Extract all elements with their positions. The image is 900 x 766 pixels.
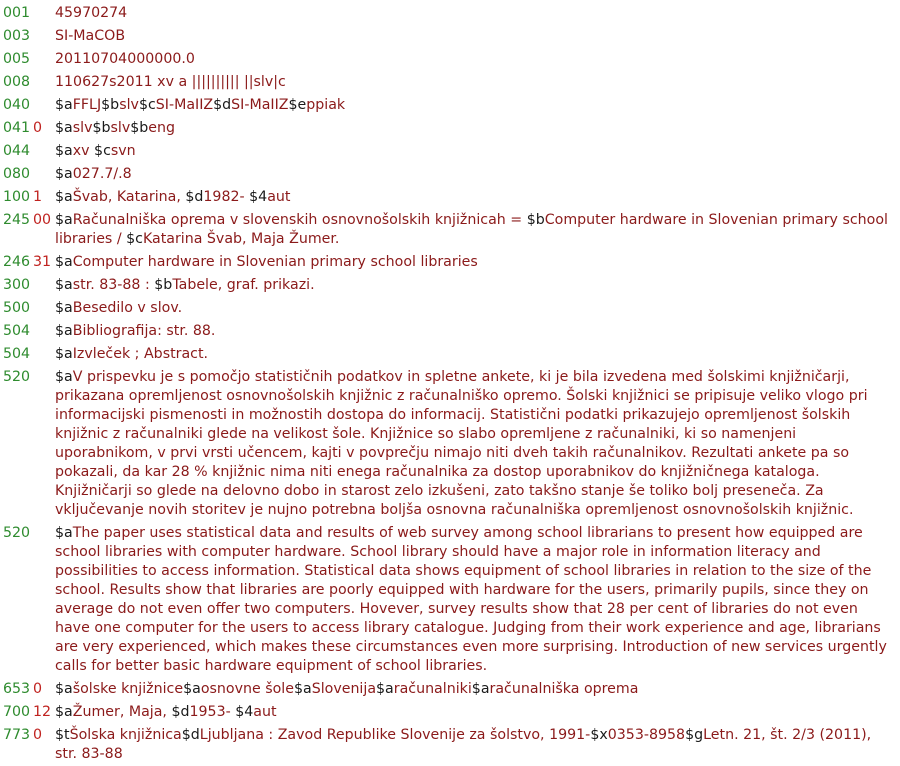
subfield-text: računalniki [393,681,472,697]
subfield-code: $a [55,166,73,182]
subfield-code: $a [55,143,73,159]
subfield-code: $t [55,727,70,743]
subfield-code: $a [55,254,73,270]
field-tag: 001 [3,5,31,21]
subfield-text: 45970274 [55,5,128,21]
subfield-code: $b [101,97,120,113]
subfield-code: $a [55,97,73,113]
subfield-text: V prispevku je s pomočjo statističnih podatkov in spletne ankete, ki je bila izvedena med šolskimi knjižničarji, prikazana opremljenost osnovnošolskih knjižnic z računalniško opremo. Šolski knjižnici se pripisuje veliko vlogo pri informacijski pismenosti in možnostih dostopa do informacij. Statistični podatki prikazujejo opremljenost šolskih knjižnic z računalniki glede na velikost šole. Knjižnice so slabo opremljene z računalniki, ki so namenjeni uporabnikom, v prvi vrsti učencem, kajti v povprečju nimajo niti dveh takih računalnikov. Rezultati ankete pa so pokazali, da kar 28 % knjižnic nima niti enega računalnika za dostop uporabnikov do knjižničnega kataloga. Knjižničarji so glede na delovno dobo in starost zelo izkušeni, zato takšno stanje še toliko bolj preseneča. Za vključevanje novih storitev je nujno potrebna boljša osnovna računalniška opremljenost osnovnošolskih knjižnic. [55,369,868,518]
subfield-code: $g [685,727,704,743]
subfield-text: 20110704000000.0 [55,51,195,67]
subfield-text: SI-MaCOB [55,28,126,44]
subfield-text: eng [148,120,176,136]
subfield-text: osnovne šole [200,681,294,697]
subfield-text: svn [110,143,136,159]
subfield-code: $b [526,212,545,228]
marc-field-041 [3,119,900,138]
subfield-code: $c [94,143,111,159]
field-indicators: 0 [33,681,43,697]
field-tag: 504 [3,323,31,339]
marc-field-245 [3,211,900,249]
marc-field-246 [3,253,900,272]
field-content [55,680,897,699]
field-content [55,253,897,272]
marc-field-005 [3,50,900,69]
subfield-text: 027.7/.8 [72,166,132,182]
marc-field-003 [3,27,900,46]
field-tag: 041 [3,120,31,136]
field-content [55,188,897,207]
marc-field-773 [3,726,900,764]
subfield-code: $d [171,704,190,720]
subfield-code: $a [55,681,73,697]
field-indicators: 1 [33,189,43,205]
field-content [55,345,897,364]
field-tag: 080 [3,166,31,182]
subfield-text: aut [267,189,291,205]
subfield-text: slv [110,120,131,136]
field-content [55,142,897,161]
field-content [55,96,897,115]
field-content [55,211,897,249]
subfield-text: Bibliografija: str. 88. [72,323,216,339]
subfield-code: $a [55,189,73,205]
subfield-code: $c [138,97,156,113]
subfield-text: SI-MaIIZ [231,97,289,113]
subfield-code: $a [55,120,73,136]
subfield-code: $a [55,300,73,316]
subfield-code: $b [154,277,173,293]
field-content [55,703,897,722]
subfield-text: 1953- [189,704,236,720]
subfield-text: slv [119,97,139,113]
subfield-code: $a [55,525,73,541]
marc-field-520 [3,524,900,676]
field-content [55,726,897,764]
subfield-text: Slovenija [311,681,377,697]
field-tag: 504 [3,346,31,362]
subfield-text: aut [253,704,277,720]
field-content [55,165,897,184]
subfield-text: Tabele, graf. prikazi. [172,277,315,293]
subfield-code: $b [92,120,111,136]
field-tag: 700 [3,704,31,720]
marc-field-500 [3,299,900,318]
field-content [55,50,897,69]
subfield-code: $c [126,231,143,247]
subfield-code: $b [130,120,149,136]
subfield-text: FFLJ [72,97,102,113]
subfield-code: $d [185,189,204,205]
field-content [55,322,897,341]
field-content [55,524,897,676]
subfield-code: $d [213,97,232,113]
subfield-text: slv [72,120,93,136]
subfield-text: Žumer, Maja, [72,704,172,720]
field-content [55,4,897,23]
subfield-code: $d [181,727,200,743]
field-tag: 044 [3,143,31,159]
marc-field-520 [3,368,900,520]
field-content [55,119,897,138]
marc-field-300 [3,276,900,295]
subfield-text: Izvleček ; Abstract. [72,346,209,362]
marc-field-080 [3,165,900,184]
field-tag: 520 [3,369,31,385]
subfield-text: str. 83-88 : [72,277,155,293]
subfield-text: The paper uses statistical data and results of web survey among school librarians to present how equipped are school libraries with computer hardware. School library should have a major role in information literacy and possibilities to access information. Statistical data shows equipment of school libraries in relation to the size of the school. Results show that libraries are poorly equipped with hardware for the users, primarily pupils, since they on average do not even offer two computers. Hovever, survey results show that 28 per cent of libraries do not even have one computer for the users to access library catalogue. Judging from their work experience and age, librarians are very experienced, which makes these circumstances even more surprising. Introduction of new services urgently calls for better basic hardware equipment of school libraries. [55,525,887,674]
subfield-code: $a [376,681,394,697]
subfield-code: $a [55,323,73,339]
field-indicators: 0 [33,120,43,136]
subfield-text: Ljubljana : Zavod Republike Slovenije za šolstvo, 1991- [199,727,591,743]
subfield-text: Katarina Švab, Maja Žumer. [142,231,340,247]
subfield-text: računalniška oprema [489,681,639,697]
field-indicators: 00 [33,212,52,228]
subfield-text: šolske knjižnice [72,681,184,697]
field-tag: 245 [3,212,31,228]
subfield-code: $4 [235,704,254,720]
field-content [55,276,897,295]
subfield-code: $a [55,277,73,293]
subfield-code: $a [55,704,73,720]
field-tag: 003 [3,28,31,44]
field-content [55,73,897,92]
subfield-code: $4 [249,189,268,205]
subfield-code: $a [471,681,490,697]
field-content [55,299,897,318]
marc-field-653 [3,680,900,699]
subfield-code: $e [288,97,307,113]
field-indicators: 12 [33,704,52,720]
marc-field-040 [3,96,900,115]
subfield-text: Besedilo v slov. [72,300,183,316]
subfield-text: 0353-8958 [607,727,686,743]
subfield-text: Letn. 21, št. 2/3 (2011), str. 83-88 [55,727,872,762]
field-tag: 100 [3,189,31,205]
field-tag: 653 [3,681,31,697]
field-tag: 500 [3,300,31,316]
subfield-text: 1982- [203,189,250,205]
field-content [55,27,897,46]
subfield-text: xv [72,143,95,159]
marc-field-008 [3,73,900,92]
subfield-code: $a [293,681,312,697]
field-content [55,368,897,520]
marc-field-504 [3,345,900,364]
subfield-text: SI-MaIIZ [155,97,214,113]
marc-field-504 [3,322,900,341]
subfield-code: $x [590,727,608,743]
subfield-text: 110627s2011 xv a |||||||||| ||slv|c [55,74,286,90]
marc-field-700 [3,703,900,722]
subfield-text: ppiak [306,97,346,113]
field-indicators: 0 [33,727,43,743]
field-tag: 773 [3,727,31,743]
subfield-code: $a [183,681,201,697]
subfield-code: $a [55,369,73,385]
marc-field-100 [3,188,900,207]
subfield-text: Švab, Katarina, [72,189,186,205]
field-indicators: 31 [33,254,52,270]
field-tag: 300 [3,277,31,293]
field-tag: 040 [3,97,31,113]
subfield-text: Computer hardware in Slovenian primary school libraries / [55,212,888,247]
field-tag: 246 [3,254,31,270]
subfield-text: Computer hardware in Slovenian primary school libraries [72,254,478,270]
subfield-text: Šolska knjižnica [69,727,182,743]
field-tag: 520 [3,525,31,541]
subfield-text: Računalniška oprema v slovenskih osnovnošolskih knjižnicah = [72,212,527,228]
field-tag: 008 [3,74,31,90]
field-tag: 005 [3,51,31,67]
subfield-code: $a [55,346,73,362]
subfield-code: $a [55,212,73,228]
marc-field-044 [3,142,900,161]
marc-field-001 [3,4,900,23]
